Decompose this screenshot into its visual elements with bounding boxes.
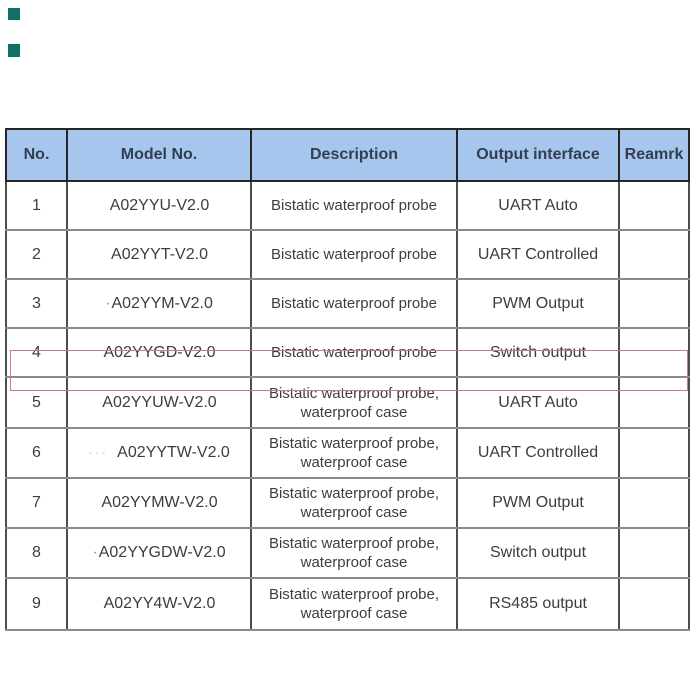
- model-cell: [67, 328, 251, 377]
- model-cell: [67, 181, 251, 230]
- model-cell: [67, 428, 251, 478]
- model-number: A02YYGD-V2.0: [103, 343, 216, 361]
- row-number-cell: 4: [6, 328, 67, 377]
- model-number: A02YYMW-V2.0: [101, 494, 218, 511]
- row-number-cell: 3: [6, 279, 67, 328]
- description-cell: Bistatic waterproof probe: [251, 328, 457, 377]
- description-cell: Bistatic waterproof probe, waterproof case: [251, 478, 457, 528]
- stray-dot: ·: [105, 294, 111, 312]
- model-number: A02YY4W-V2.0: [103, 595, 216, 612]
- product-table-container: [5, 128, 690, 631]
- description-cell: Bistatic waterproof probe: [251, 181, 457, 230]
- faded-mark: ···: [88, 444, 109, 460]
- teal-square-marker-2: [8, 44, 20, 57]
- remark-cell: [619, 279, 689, 328]
- description-cell: Bistatic waterproof probe, waterproof case: [251, 578, 457, 630]
- column-header-model: Model No.: [67, 129, 251, 181]
- model-cell: [67, 578, 251, 630]
- remark-cell: [619, 428, 689, 478]
- model-number: A02YYGDW-V2.0: [98, 544, 226, 561]
- description-cell: Bistatic waterproof probe: [251, 279, 457, 328]
- remark-cell: [619, 578, 689, 630]
- row-number-cell: 1: [6, 181, 67, 230]
- column-header-no: No.: [6, 129, 67, 181]
- output-interface-cell: PWM Output: [457, 279, 619, 328]
- teal-square-marker-1: [8, 8, 20, 20]
- column-header-description: Description: [251, 129, 457, 181]
- description-cell: Bistatic waterproof probe, waterproof case: [251, 428, 457, 478]
- output-interface-cell: Switch output: [457, 528, 619, 578]
- output-interface-cell: UART Auto: [457, 181, 619, 230]
- remark-cell: [619, 478, 689, 528]
- model-number: A02YYT-V2.0: [111, 245, 208, 263]
- row-number-cell: 5: [6, 377, 67, 428]
- table-row: [6, 578, 689, 630]
- table-row: [6, 181, 689, 230]
- table-row: [6, 230, 689, 279]
- model-number: A02YYUW-V2.0: [102, 393, 217, 411]
- description-cell: Bistatic waterproof probe, waterproof case: [251, 377, 457, 428]
- description-cell: Bistatic waterproof probe, waterproof case: [251, 528, 457, 578]
- table-row: [6, 478, 689, 528]
- row-number-cell: 8: [6, 528, 67, 578]
- model-cell: [67, 230, 251, 279]
- model-number: A02YYTW-V2.0: [117, 444, 230, 461]
- remark-cell: [619, 181, 689, 230]
- column-header-output-interface: Output interface: [457, 129, 619, 181]
- description-cell: Bistatic waterproof probe: [251, 230, 457, 279]
- row-number-cell: 6: [6, 428, 67, 478]
- model-cell: [67, 279, 251, 328]
- table-row: [6, 279, 689, 328]
- remark-cell: [619, 377, 689, 428]
- table-row: [6, 528, 689, 578]
- output-interface-cell: RS485 output: [457, 578, 619, 630]
- table-header-row: [6, 129, 689, 181]
- model-cell: [67, 528, 251, 578]
- model-number: A02YYU-V2.0: [109, 196, 210, 214]
- output-interface-cell: UART Controlled: [457, 428, 619, 478]
- model-cell: [67, 478, 251, 528]
- row-number-cell: 9: [6, 578, 67, 630]
- column-header-remark: Reamrk: [619, 129, 689, 181]
- output-interface-cell: UART Controlled: [457, 230, 619, 279]
- table-row-highlighted: [6, 377, 689, 428]
- remark-cell: [619, 230, 689, 279]
- model-cell: [67, 377, 251, 428]
- row-number-cell: 7: [6, 478, 67, 528]
- output-interface-cell: Switch output: [457, 328, 619, 377]
- row-number-cell: 2: [6, 230, 67, 279]
- model-number: A02YYM-V2.0: [111, 294, 213, 312]
- remark-cell: [619, 328, 689, 377]
- output-interface-cell: UART Auto: [457, 377, 619, 428]
- stray-dot: ·: [92, 544, 98, 561]
- product-table: [5, 128, 690, 631]
- table-row: [6, 428, 689, 478]
- remark-cell: [619, 528, 689, 578]
- table-row: [6, 328, 689, 377]
- output-interface-cell: PWM Output: [457, 478, 619, 528]
